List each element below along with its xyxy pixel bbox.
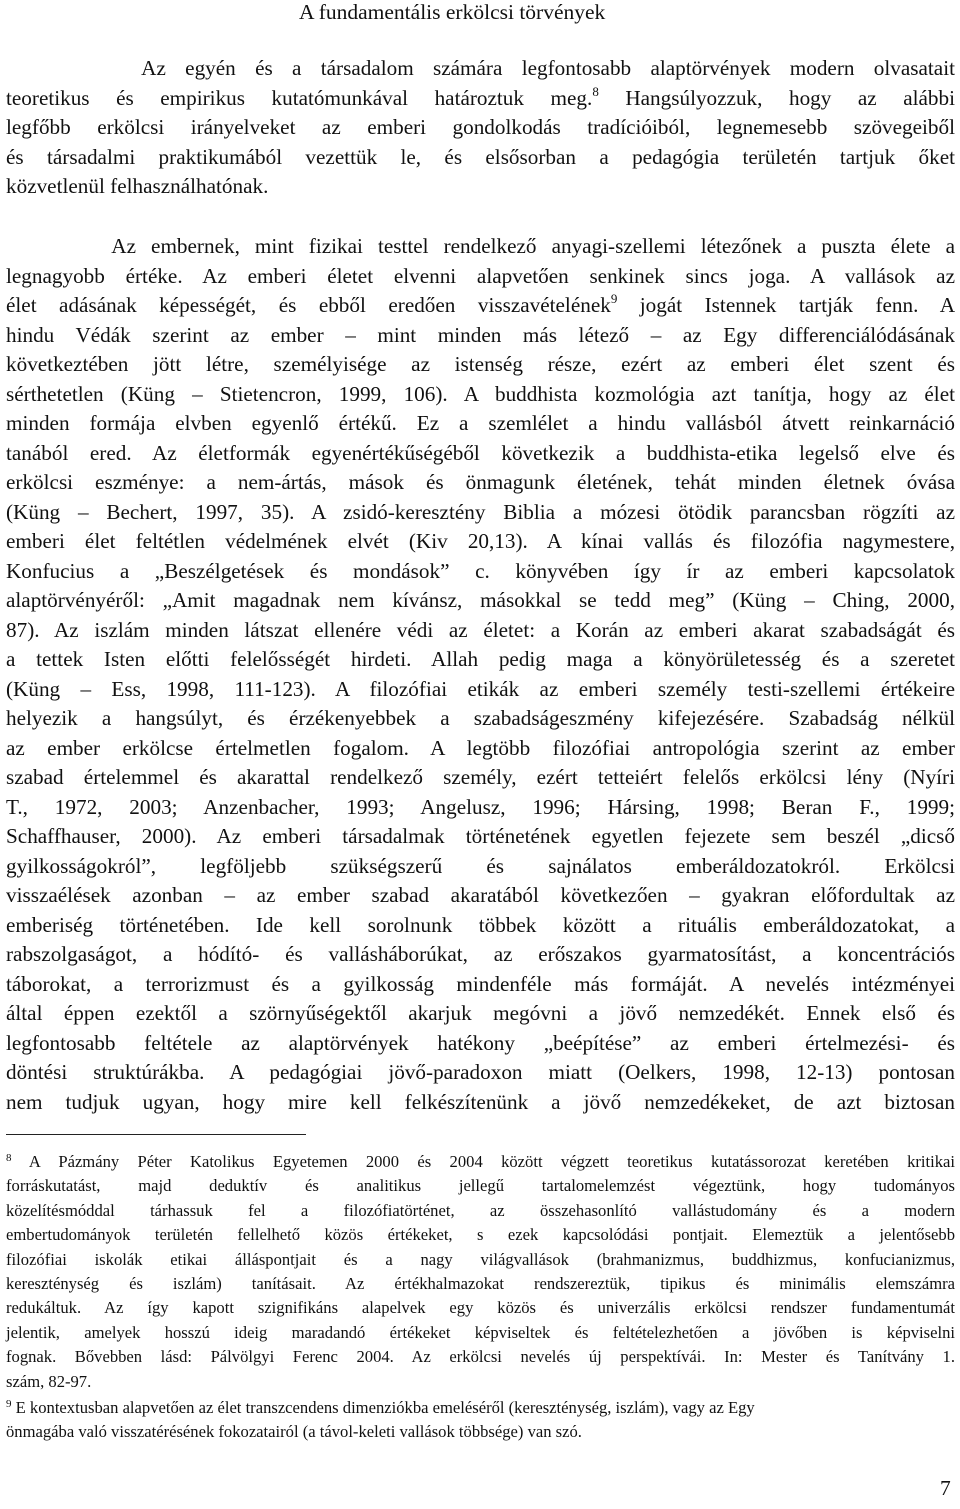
- text-line: [6, 852, 955, 882]
- paragraph-intro: [6, 54, 955, 202]
- line-text: Konfucius a „Beszélgetések és mondások” c. könyvében így ír az emberi kapcsolatok: [6, 558, 955, 583]
- text-line: [6, 734, 955, 764]
- text-line: [6, 1321, 955, 1345]
- line-text: jogát Istennek tartják fenn. A: [617, 293, 955, 317]
- text-line: [6, 1248, 955, 1272]
- text-line: [6, 1396, 955, 1420]
- line-text: T., 1972, 2003; Anzenbacher, 1993; Angelusz, 1996; Hársing, 1998; Beran F., 1999;: [6, 794, 955, 819]
- text-line: [6, 350, 955, 380]
- footnote-divider: [6, 1134, 306, 1135]
- line-text: helyezik a hangsúlyt, és érzékenyebbek a szabadságeszmény kifejezésére. Szabadság nélkül: [6, 706, 955, 730]
- line-text: tanából ered. Az életformák egyenértékűségéből következik a buddhista-etika legelső elve és: [6, 440, 955, 465]
- text-line: [6, 1088, 955, 1118]
- page-title: A fundamentális erkölcsi törvények: [299, 0, 606, 24]
- line-text: fognak. Bővebben lásd: Pálvölgyi Ferenc 2004. Az erkölcsi nevelés új perspektívái. In: Mester és Tanítvány 1.: [6, 1347, 955, 1367]
- line-text: kereszténység és iszlám) tanításait. Az értékhalmazokat rendszereztük, tipikus és minimális elemszámra: [6, 1273, 955, 1293]
- line-text: jelentik, amelyek hosszú ideig maradandó értékeket képviseltek és feltételezhetően a jövőben is képviselni: [6, 1322, 955, 1342]
- line-text: Az embernek, mint fizikai testtel rendelkező anyagi-szellemi létezőnek a puszta élete a: [6, 234, 955, 258]
- line-text: által éppen ezektől a szörnyűségektől akarjuk megóvni a jövő nemzedékét. Ennek első és: [6, 1001, 955, 1025]
- page-number: 7: [940, 1476, 951, 1500]
- line-text: szabad értelemmel és akarattal rendelkező személy, ezért tetteiért felelős erkölcsi lény (Nyíri: [6, 765, 955, 789]
- text-line: [6, 1029, 955, 1059]
- line-text: rabszolgaságot, a hódító- és vallásháborúkat, az erőszakos gyarmatosítást, a koncentrációs: [6, 942, 955, 966]
- text-line: [6, 940, 955, 970]
- line-text: emberiség történetében. Ide kell sorolnunk többek között a rituális emberáldozatokat, a: [6, 912, 955, 937]
- text-line: [6, 586, 955, 616]
- line-text: A Pázmány Péter Katolikus Egyetemen 2000 és 2004 között végzett teoretikus kutatássorozat keretében kritikai: [11, 1152, 955, 1171]
- line-text: 87). Az iszlám minden látszat ellenére védi az életet: a Korán az emberi akarat szabadságát és: [6, 617, 955, 642]
- line-text: sérthetetlen (Küng – Stietencron, 1999, 106). A buddhista kozmológia azt tanítja, hogy az élet: [6, 381, 955, 406]
- text-line: [6, 911, 955, 941]
- line-text: nem tudjuk ugyan, hogy mire kell felkészítenünk a jövő nemzedékeket, de azt biztosan: [6, 1089, 955, 1114]
- line-text: (Küng – Bechert, 1997, 35). A zsidó-keresztény Biblia a mózesi ötödik parancsban rögzíti az: [6, 499, 955, 524]
- text-line: [6, 113, 955, 143]
- line-text: következtében jött létre, személyisége az istenség része, ezért az emberi élet szent és: [6, 352, 955, 376]
- line-text: legnagyobb értéke. Az emberi életet elvenni alapvetően senkinek sincs joga. A vallások az: [6, 263, 955, 288]
- text-line: [6, 498, 955, 528]
- line-text: embertudományok területén fellelhető közös értékeket, s ezek kapcsolódási pontjait. Elemeztük a jelentősebb: [6, 1225, 955, 1245]
- text-line: [6, 1174, 955, 1198]
- footnote-marker: 8: [6, 1152, 12, 1164]
- text-line: [6, 1370, 955, 1394]
- line-text: közelítésmóddal tárhassuk fel a filozófiatörténet, az összehasonlító vallástudomány és a modern: [6, 1200, 955, 1220]
- text-line: [6, 881, 955, 911]
- text-line: [6, 54, 955, 84]
- text-line: [6, 321, 955, 351]
- line-text: Hangsúlyozzuk, hogy az alábbi: [598, 85, 955, 110]
- line-text: az ember erkölcse értelmetlen fogalom. A legtöbb filozófiai antropológia szerint az ember: [6, 735, 955, 760]
- text-line: [6, 262, 955, 292]
- footnote-reference: 9: [610, 291, 618, 306]
- line-text: táborokat, a terrorizmust és a gyilkosság mindenféle más formáját. A nevelés intézményei: [6, 971, 955, 996]
- text-line: [6, 468, 955, 498]
- line-text: a tettek Isten előtti felelősségét hirdeti. Allah pedig maga a könyörületesség és a szeretet: [6, 647, 955, 671]
- line-text: visszaélések azonban – az ember szabad akaratából következően – gyakran előfordultak az: [6, 883, 955, 907]
- line-text: Schaffhauser, 2000). Az emberi társadalmak történetének egyetlen fejezete sem beszél „dicső: [6, 824, 955, 848]
- text-line: [6, 763, 955, 793]
- text-line: [6, 999, 955, 1029]
- text-line: [6, 84, 955, 114]
- text-line: [6, 645, 955, 675]
- text-line: [6, 557, 955, 587]
- text-line: [6, 1199, 955, 1223]
- text-line: [6, 1058, 955, 1088]
- text-line: [6, 675, 955, 705]
- line-text: forráskutatást, majd deduktív és analitikus jellegű tartalomelemzést végeztünk, hogy tudományos: [6, 1176, 955, 1196]
- text-line: [6, 822, 955, 852]
- footnote-marker: 9: [6, 1398, 12, 1410]
- line-text: (Küng – Ess, 1998, 111-123). A filozófiai etikák az emberi személy testi-szellemi értékeire: [6, 676, 955, 701]
- line-text: emberi élet feltétlen védelmének elvét (Kiv 20,13). A kínai vallás és filozófia nagymestere,: [6, 529, 955, 553]
- line-text: élet adásának képességét, és ebből eredően visszavételének: [6, 293, 611, 317]
- line-text: minden formája elvben egyenlő értékű. Ez a szemlélet a hindu vallásból átvett reinkarnáció: [6, 411, 955, 435]
- line-text: Az egyén és a társadalom számára legfontosabb alaptörvények modern olvasatait: [6, 56, 955, 80]
- text-line: [6, 1150, 955, 1174]
- line-text: legfontosabb feltétele az alaptörvények hatékony „beépítése” az emberi értelmezési- és: [6, 1030, 955, 1055]
- line-text: legfőbb erkölcsi irányelveket az emberi gondolkodás tradícióiból, legnemesebb szövegeiből: [6, 115, 955, 139]
- line-text: és társadalmi praktikumából vezettük le, és elsősorban a pedagógia területén tartjuk őket: [6, 144, 955, 169]
- text-line: [6, 291, 955, 321]
- line-text: teoretikus és empirikus kutatómunkával határoztuk meg.: [6, 85, 593, 110]
- text-line: [6, 793, 955, 823]
- text-line: [6, 439, 955, 469]
- line-text: redukáltuk. Az így kapott szignifikáns alapelvek egy közös és univerzális erkölcsi rendszer fundamentumát: [6, 1298, 955, 1318]
- text-line: [6, 1272, 955, 1296]
- line-text: gyilkosságokról”, legföljebb szükségszerű és sajnálatos emberáldozatokról. Erkölcsi: [6, 853, 955, 878]
- paragraph-main: [6, 232, 955, 1117]
- line-text: önmagába való visszatérésének fokozatairól (a távol-keleti vallások többsége) van szó.: [6, 1422, 582, 1442]
- text-line: [6, 172, 955, 202]
- line-text: hindu Védák szerint az ember – mint minden más létező – az Egy differenciálódásának: [6, 322, 955, 347]
- text-line: [6, 1345, 955, 1369]
- text-line: [6, 1420, 955, 1444]
- text-line: [6, 527, 955, 557]
- footnote-9: [6, 1396, 955, 1445]
- line-text: döntési struktúrákba. A pedagógiai jövő-paradoxon miatt (Oelkers, 1998, 12-13) pontosan: [6, 1060, 955, 1084]
- text-line: [6, 704, 955, 734]
- text-line: [6, 970, 955, 1000]
- text-line: [6, 616, 955, 646]
- text-line: [6, 1223, 955, 1247]
- footnote-8: [6, 1150, 955, 1394]
- line-text: erkölcsi eszménye: a nem-ártás, mások és önmagunk életének, tehát minden életnek óvása: [6, 470, 955, 494]
- text-line: [6, 380, 955, 410]
- line-text: alaptörvényéről: „Amit magadnak nem kívánsz, másokkal se tedd meg” (Küng – Ching, 2000,: [6, 588, 955, 612]
- line-text: szám, 82-97.: [6, 1371, 92, 1391]
- line-text: E kontextusban alapvetően az élet transzcendens dimenziókba emeléséről (kereszténység, iszlám), vagy az Egy: [11, 1398, 755, 1417]
- text-line: [6, 232, 955, 262]
- line-text: közvetlenül felhasználhatónak.: [6, 174, 269, 198]
- text-line: [6, 143, 955, 173]
- text-line: [6, 409, 955, 439]
- footnote-reference: 8: [592, 83, 599, 99]
- text-line: [6, 1296, 955, 1320]
- line-text: filozófiai iskolák etikai álláspontjait és a nagy világvallások (brahmanizmus, buddhizmus, konfucianizmus,: [6, 1249, 955, 1269]
